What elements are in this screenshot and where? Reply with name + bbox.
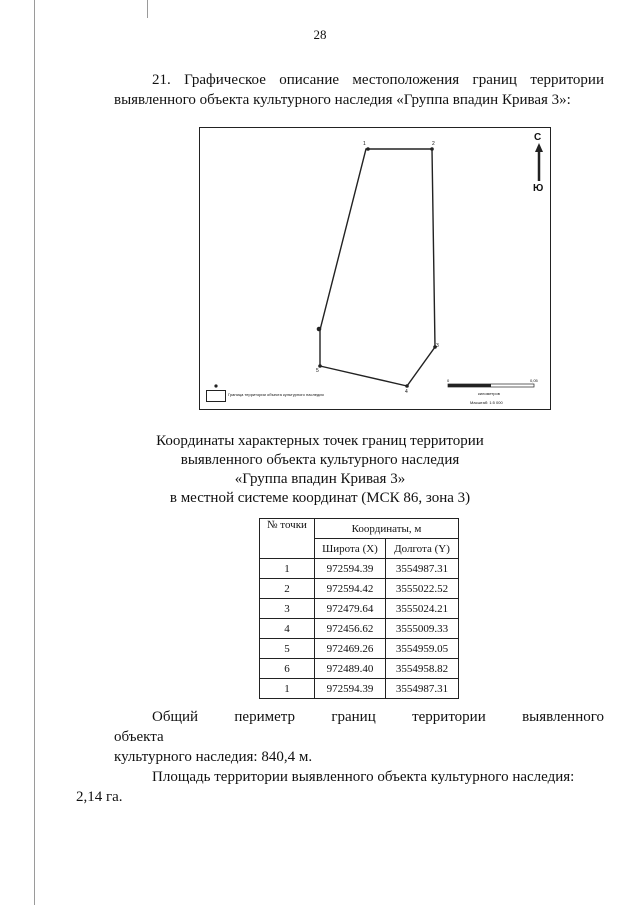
- coordinates-table: [259, 518, 459, 699]
- cell-latitude: 972594.39: [315, 679, 386, 699]
- cell-latitude: 972469.26: [315, 639, 386, 659]
- cell-latitude: 972489.40: [315, 659, 386, 679]
- cell-point-number: 4: [260, 619, 315, 639]
- page-number: 28: [313, 27, 327, 42]
- coordinates-heading-line-4: в местной системе координат (МСК 86, зона 3): [169, 490, 471, 506]
- scale-start-label: 0: [447, 378, 450, 383]
- cell-longitude: 3555009.33: [386, 619, 459, 639]
- scale-unit-label: километров: [478, 391, 500, 396]
- header-latitude: Широта (X): [315, 539, 386, 559]
- boundary-map: [199, 127, 551, 410]
- cell-longitude: 3555022.52: [386, 579, 459, 599]
- header-point-number: № точки: [260, 519, 315, 559]
- point-label-5: 5: [316, 368, 319, 374]
- area-paragraph: [76, 767, 604, 807]
- intro-line-2: выявленного объекта культурного наследия «Группа впадин Кривая 3»:: [114, 92, 571, 108]
- perimeter-line-1: Общий периметр границ территории выявленного объекта: [114, 709, 604, 745]
- scale-bar: [448, 384, 534, 387]
- territory-boundary: [320, 149, 435, 386]
- table-header-row: [260, 519, 459, 539]
- cell-latitude: 972594.42: [315, 579, 386, 599]
- point-label-4: 4: [405, 389, 408, 395]
- header-longitude: Долгота (Y): [386, 539, 459, 559]
- boundary-point-4: [405, 384, 409, 388]
- table-row: [260, 659, 459, 679]
- legend-swatch: [206, 390, 226, 402]
- scale-ratio-label: Масштаб: 1:5 000: [470, 400, 503, 405]
- table-row: [260, 579, 459, 599]
- summary-section: [76, 707, 604, 807]
- table-row: [260, 639, 459, 659]
- intro-paragraph: [114, 70, 604, 110]
- cell-longitude: 3554987.31: [386, 679, 459, 699]
- coordinates-heading-line-1: Координаты характерных точек границ территории: [156, 433, 484, 449]
- cell-latitude: 972456.62: [315, 619, 386, 639]
- table-row: [260, 619, 459, 639]
- coordinates-heading-line-2: выявленного объекта культурного наследия: [180, 452, 460, 468]
- cell-longitude: 3554959.05: [386, 639, 459, 659]
- scale-end-label: 0,05: [530, 378, 538, 383]
- boundary-point-1: [366, 147, 370, 151]
- point-label-2: 2: [432, 141, 435, 147]
- cell-point-number: 3: [260, 599, 315, 619]
- cell-longitude: 3554958.82: [386, 659, 459, 679]
- table-row: [260, 679, 459, 699]
- boundary-point-6: [317, 327, 322, 332]
- coordinates-heading-line-3: «Группа впадин Кривая 3»: [234, 471, 406, 487]
- perimeter-line-2: культурного наследия: 840,4 м.: [114, 749, 313, 765]
- cell-point-number: 5: [260, 639, 315, 659]
- header-coordinates: Координаты, м: [315, 519, 459, 539]
- cell-point-number: 1: [260, 679, 315, 699]
- cell-point-number: 2: [260, 579, 315, 599]
- compass-south-label: Ю: [533, 183, 544, 194]
- boundary-point-2: [430, 147, 434, 151]
- table-row: [260, 559, 459, 579]
- perimeter-paragraph: [114, 707, 604, 767]
- cell-latitude: 972594.39: [315, 559, 386, 579]
- point-label-1: 1: [363, 141, 366, 147]
- area-line-1: Площадь территории выявленного объекта культурного наследия:: [152, 769, 575, 785]
- compass-north-label: С: [534, 132, 542, 143]
- table-row: [260, 599, 459, 619]
- top-tick-line: [147, 0, 148, 18]
- boundary-map-canvas: [200, 128, 552, 411]
- compass-arrow: [535, 143, 543, 181]
- coordinates-heading: [0, 432, 640, 508]
- point-label-3: 3: [436, 343, 439, 349]
- cell-point-number: 1: [260, 559, 315, 579]
- cell-latitude: 972479.64: [315, 599, 386, 619]
- legend-point-symbol: [214, 384, 217, 387]
- cell-longitude: 3554987.31: [386, 559, 459, 579]
- intro-line-1: 21. Графическое описание местоположения границ территории: [152, 72, 604, 88]
- cell-point-number: 6: [260, 659, 315, 679]
- cell-longitude: 3555024.21: [386, 599, 459, 619]
- legend-label: Граница территории объекта культурного наследия: [228, 392, 324, 397]
- area-line-2: 2,14 га.: [76, 789, 123, 805]
